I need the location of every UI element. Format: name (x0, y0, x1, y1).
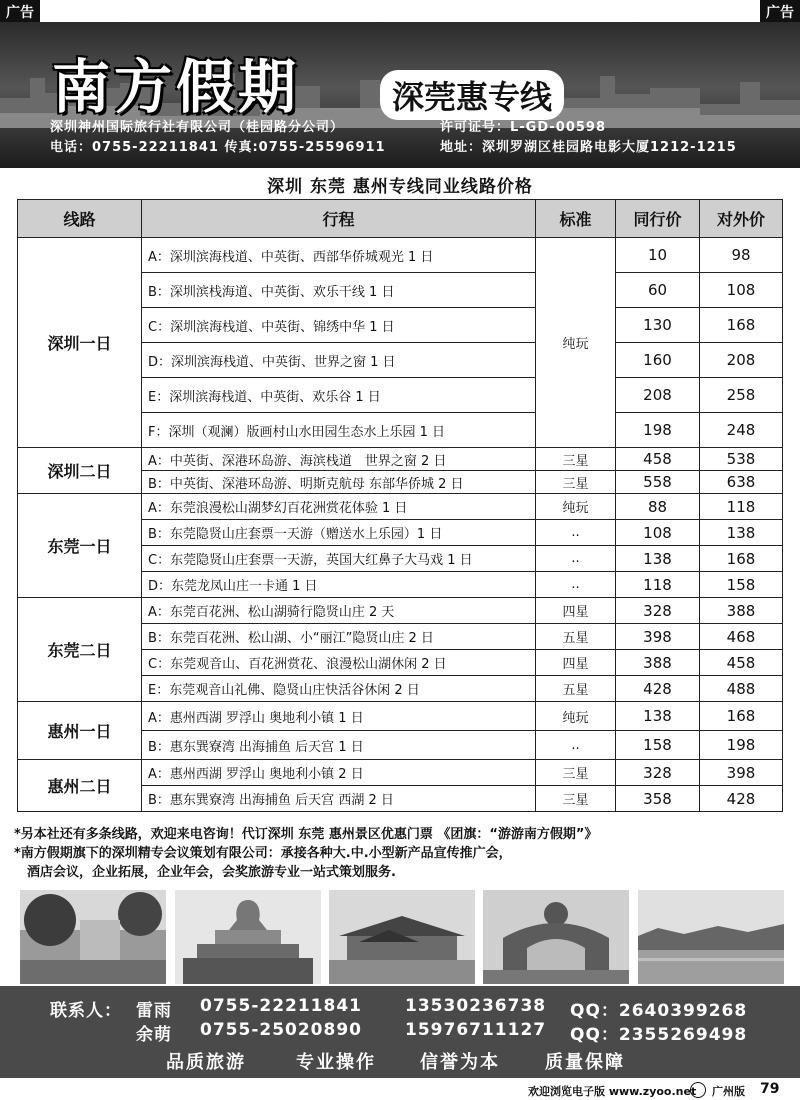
table-row (18, 702, 783, 731)
trip-cell: E：东莞观音山礼佛、隐贤山庄快活谷休闲 2 日 (142, 676, 536, 702)
trip-cell: B：深圳滨栈海道、中英街、欢乐干线 1 日 (142, 273, 536, 308)
route-cell: 惠州一日 (18, 702, 142, 760)
ad-tag-left: 广告 (0, 0, 40, 24)
peer-price-cell: 328 (616, 598, 700, 624)
retail-price-cell: 168 (700, 308, 783, 343)
website-link[interactable]: 欢迎浏览电子版 www.zyoo.net (528, 1085, 697, 1098)
phone-fax: 电话：0755-22211841 传真:0755-25596911 (50, 140, 386, 155)
peer-price-cell: 138 (616, 546, 700, 572)
retail-price-cell: 388 (700, 598, 783, 624)
route-cell: 深圳二日 (18, 448, 142, 494)
retail-price-cell: 118 (700, 494, 783, 520)
table-row (18, 448, 783, 471)
retail-price-cell: 638 (700, 471, 783, 494)
retail-price-cell: 428 (700, 786, 783, 812)
table-title: 深圳 东莞 惠州专线同业线路价格 (267, 177, 533, 197)
standard-cell: .. (536, 572, 616, 598)
address: 地址：深圳罗湖区桂园路电影大厦1212-1215 (440, 140, 737, 155)
note-line: *另本社还有多条线路，欢迎来电咨询！代订深圳 东莞 惠州景区优惠门票 《团旗：“游游南方假期”》 (14, 827, 598, 842)
table-row (18, 238, 783, 273)
license-number: 许可证号：L-GD-00598 (440, 120, 607, 135)
peer-price-cell: 398 (616, 624, 700, 650)
standard-cell: .. (536, 520, 616, 546)
contact-footer (0, 986, 800, 1078)
header-trip: 行程 (142, 200, 536, 238)
standard-cell: 三星 (536, 471, 616, 494)
table-row (18, 494, 783, 520)
buddha-statue-photo (175, 890, 321, 984)
contact-mobile: 15976711127 (405, 1020, 547, 1040)
peer-price-cell: 198 (616, 413, 700, 448)
route-cell: 东莞一日 (18, 494, 142, 598)
retail-price-cell: 248 (700, 413, 783, 448)
peer-price-cell: 130 (616, 308, 700, 343)
standard-cell: 三星 (536, 760, 616, 786)
trip-cell: D：东莞龙凤山庄一卡通 1 日 (142, 572, 536, 598)
retail-price-cell: 468 (700, 624, 783, 650)
header-retail-price: 对外价 (700, 200, 783, 238)
retail-price-cell: 138 (700, 520, 783, 546)
standard-cell: .. (536, 731, 616, 760)
photo-strip (20, 890, 784, 984)
retail-price-cell: 108 (700, 273, 783, 308)
peer-price-cell: 428 (616, 676, 700, 702)
note-line: 酒店会议，企业拓展，企业年会，会奖旅游专业一站式策划服务. (14, 865, 396, 880)
trip-cell: B：东莞百花洲、松山湖、小“丽江”隐贤山庄 2 日 (142, 624, 536, 650)
trip-cell: A：惠州西湖 罗浮山 奥地利小镇 2 日 (142, 760, 536, 786)
lake-view-photo (638, 890, 784, 984)
contact-name: 余萌 (136, 1025, 172, 1045)
street-scene-photo (20, 890, 166, 984)
standard-cell: .. (536, 546, 616, 572)
peer-price-cell: 118 (616, 572, 700, 598)
peer-price-cell: 208 (616, 378, 700, 413)
retail-price-cell: 258 (700, 378, 783, 413)
brand-title: 南方假期 (52, 53, 301, 121)
motto: 专业操作 (296, 1052, 376, 1073)
standard-cell: 三星 (536, 448, 616, 471)
peer-price-cell: 358 (616, 786, 700, 812)
standard-cell: 四星 (536, 650, 616, 676)
contact-qq: QQ：2355269498 (570, 1025, 748, 1045)
motto: 信誉为本 (420, 1052, 500, 1073)
brand-slogan: 深莞惠专线 (380, 70, 564, 120)
trip-cell: A：东莞百花洲、松山湖骑行隐贤山庄 2 天 (142, 598, 536, 624)
page-number: 79 (760, 1081, 780, 1097)
contact-phone: 0755-22211841 (200, 996, 362, 1016)
trip-cell: C：东莞隐贤山庄套票一天游，英国大红鼻子大马戏 1 日 (142, 546, 536, 572)
trip-cell: A：东莞浪漫松山湖梦幻百花洲赏花体验 1 日 (142, 494, 536, 520)
publisher-logo-icon (690, 1082, 706, 1098)
trip-cell: B：惠东巽寮湾 出海捕鱼 后天宫 1 日 (142, 731, 536, 760)
table-header-row (18, 200, 783, 238)
contact-qq: QQ：2640399268 (570, 1001, 748, 1021)
notes (14, 825, 597, 882)
standard-cell: 三星 (536, 786, 616, 812)
table-row (18, 760, 783, 786)
company-name: 深圳神州国际旅行社有限公司（桂园路分公司） (50, 120, 345, 135)
trip-cell: C：深圳滨海栈道、中英街、锦绣中华 1 日 (142, 308, 536, 343)
route-cell: 惠州二日 (18, 760, 142, 812)
edition-label: 广州版 (712, 1085, 745, 1098)
trip-cell: B：东莞隐贤山庄套票一天游（赠送水上乐园）1 日 (142, 520, 536, 546)
route-cell: 东莞二日 (18, 598, 142, 702)
trip-cell: B：中英街、深港环岛游、明斯克航母 东部华侨城 2 日 (142, 471, 536, 494)
contact-label: 联系人： (50, 1001, 122, 1021)
ad-tag-right: 广告 (760, 0, 800, 24)
standard-cell: 五星 (536, 624, 616, 650)
trip-cell: B：惠东巽寮湾 出海捕鱼 后天宫 西湖 2 日 (142, 786, 536, 812)
page-footer (0, 1080, 800, 1100)
retail-price-cell: 158 (700, 572, 783, 598)
header-route: 线路 (18, 200, 142, 238)
peer-price-cell: 10 (616, 238, 700, 273)
standard-cell: 纯玩 (536, 238, 616, 448)
peer-price-cell: 458 (616, 448, 700, 471)
retail-price-cell: 98 (700, 238, 783, 273)
contact-phone: 0755-25020890 (200, 1020, 362, 1040)
retail-price-cell: 208 (700, 343, 783, 378)
peer-price-cell: 108 (616, 520, 700, 546)
retail-price-cell: 538 (700, 448, 783, 471)
peer-price-cell: 328 (616, 760, 700, 786)
standard-cell: 五星 (536, 676, 616, 702)
peer-price-cell: 160 (616, 343, 700, 378)
header-standard: 标准 (536, 200, 616, 238)
theme-park-gate-photo (483, 890, 629, 984)
retail-price-cell: 168 (700, 546, 783, 572)
retail-price-cell: 488 (700, 676, 783, 702)
trip-cell: A：惠州西湖 罗浮山 奥地利小镇 1 日 (142, 702, 536, 731)
header-peer-price: 同行价 (616, 200, 700, 238)
trip-cell: D：深圳滨海栈道、中英街、世界之窗 1 日 (142, 343, 536, 378)
price-table (17, 199, 783, 812)
peer-price-cell: 88 (616, 494, 700, 520)
standard-cell: 纯玩 (536, 494, 616, 520)
motto: 品质旅游 (166, 1052, 246, 1073)
header-banner (0, 22, 800, 168)
note-line: *南方假期旗下的深圳精专会议策划有限公司：承接各种大.中.小型新产品宣传推广会， (14, 846, 512, 861)
route-cell: 深圳一日 (18, 238, 142, 448)
peer-price-cell: 558 (616, 471, 700, 494)
peer-price-cell: 158 (616, 731, 700, 760)
retail-price-cell: 168 (700, 702, 783, 731)
contact-name: 雷雨 (136, 1001, 172, 1021)
retail-price-cell: 398 (700, 760, 783, 786)
temple-building-photo (329, 890, 475, 984)
retail-price-cell: 458 (700, 650, 783, 676)
peer-price-cell: 60 (616, 273, 700, 308)
trip-cell: A：深圳滨海栈道、中英街、西部华侨城观光 1 日 (142, 238, 536, 273)
table-row (18, 598, 783, 624)
trip-cell: C：东莞观音山、百花洲赏花、浪漫松山湖休闲 2 日 (142, 650, 536, 676)
peer-price-cell: 388 (616, 650, 700, 676)
retail-price-cell: 198 (700, 731, 783, 760)
contact-mobile: 13530236738 (405, 996, 547, 1016)
motto: 质量保障 (545, 1052, 625, 1073)
trip-cell: F：深圳（观澜）版画村山水田园生态水上乐园 1 日 (142, 413, 536, 448)
trip-cell: A：中英街、深港环岛游、海滨栈道 世界之窗 2 日 (142, 448, 536, 471)
trip-cell: E：深圳滨海栈道、中英街、欢乐谷 1 日 (142, 378, 536, 413)
standard-cell: 纯玩 (536, 702, 616, 731)
standard-cell: 四星 (536, 598, 616, 624)
peer-price-cell: 138 (616, 702, 700, 731)
